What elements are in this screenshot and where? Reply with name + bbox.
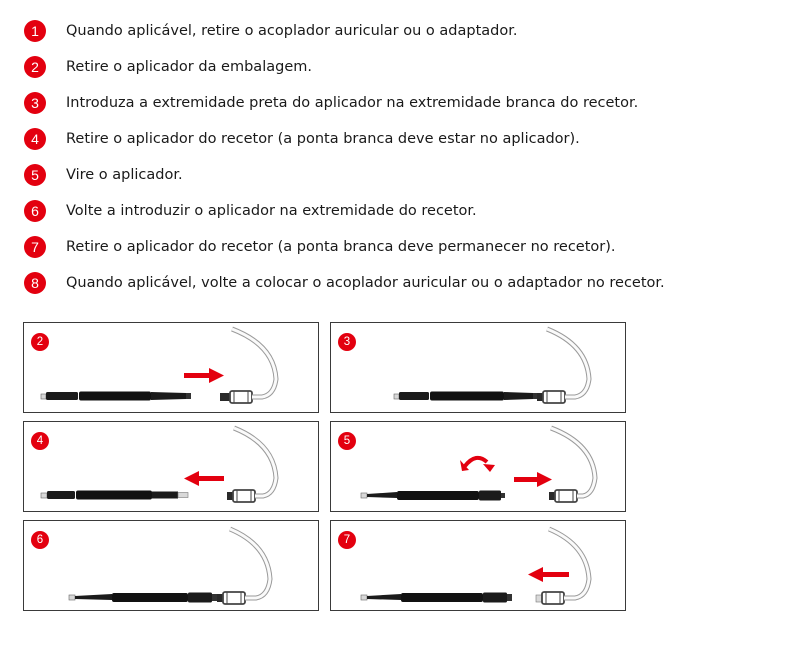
panel-number-badge: 6 (31, 531, 49, 549)
step-text: Quando aplicável, retire o acoplador auricular ou o adaptador. (66, 23, 518, 39)
step-text: Retire o aplicador da embalagem. (66, 59, 312, 75)
receiver-icon (549, 428, 595, 502)
applicator-illustration (331, 422, 625, 511)
applicator-illustration (24, 323, 318, 412)
step-7 (24, 234, 794, 270)
step-text: Volte a introduzir o aplicador na extremidade do recetor. (66, 203, 477, 219)
applicator-icon (69, 593, 217, 603)
panel-number-badge: 4 (31, 432, 49, 450)
illustration-step-5 (330, 421, 626, 512)
applicator-icon (361, 593, 512, 603)
applicator-illustration (331, 323, 625, 412)
illustration-step-4 (23, 421, 319, 512)
step-text: Vire o aplicador. (66, 167, 183, 183)
applicator-icon (394, 392, 537, 401)
step-text: Quando aplicável, volte a colocar o acoplador auricular ou o adaptador no recetor. (66, 275, 665, 291)
flip-arrow-icon (460, 458, 495, 472)
step-5 (24, 162, 794, 198)
panel-number-badge: 7 (338, 531, 356, 549)
step-2 (24, 54, 794, 90)
step-number-badge: 4 (24, 128, 46, 150)
step-number-badge: 5 (24, 164, 46, 186)
illustration-step-2 (23, 322, 319, 413)
step-1 (24, 18, 794, 54)
step-3 (24, 90, 794, 126)
step-number-badge: 1 (24, 20, 46, 42)
step-number-badge: 6 (24, 200, 46, 222)
step-text: Introduza a extremidade preta do aplicador na extremidade branca do recetor. (66, 95, 639, 111)
applicator-illustration (331, 521, 625, 610)
panel-number-badge: 2 (31, 333, 49, 351)
illustration-step-6 (23, 520, 319, 611)
step-text: Retire o aplicador do recetor (a ponta branca deve permanecer no recetor). (66, 239, 616, 255)
step-number-badge: 2 (24, 56, 46, 78)
left-arrow-icon (528, 567, 569, 582)
step-8 (24, 270, 794, 306)
receiver-icon (537, 329, 589, 403)
applicator-illustration (24, 422, 318, 511)
receiver-icon (227, 428, 276, 502)
applicator-icon (41, 491, 188, 500)
left-arrow-icon (184, 471, 224, 486)
step-number-badge: 8 (24, 272, 46, 294)
panel-number-badge: 3 (338, 333, 356, 351)
right-arrow-icon (184, 368, 224, 383)
step-number-badge: 7 (24, 236, 46, 258)
illustration-step-7 (330, 520, 626, 611)
step-6 (24, 198, 794, 234)
step-number-badge: 3 (24, 92, 46, 114)
instruction-steps (24, 18, 794, 306)
applicator-illustration (24, 521, 318, 610)
right-arrow-icon (514, 472, 552, 487)
receiver-icon (220, 329, 276, 403)
applicator-icon (41, 392, 191, 401)
step-text: Retire o aplicador do recetor (a ponta branca deve estar no aplicador). (66, 131, 580, 147)
receiver-icon (536, 529, 589, 604)
step-4 (24, 126, 794, 162)
receiver-icon (217, 529, 270, 604)
applicator-icon (361, 491, 505, 501)
panel-number-badge: 5 (338, 432, 356, 450)
illustration-step-3 (330, 322, 626, 413)
